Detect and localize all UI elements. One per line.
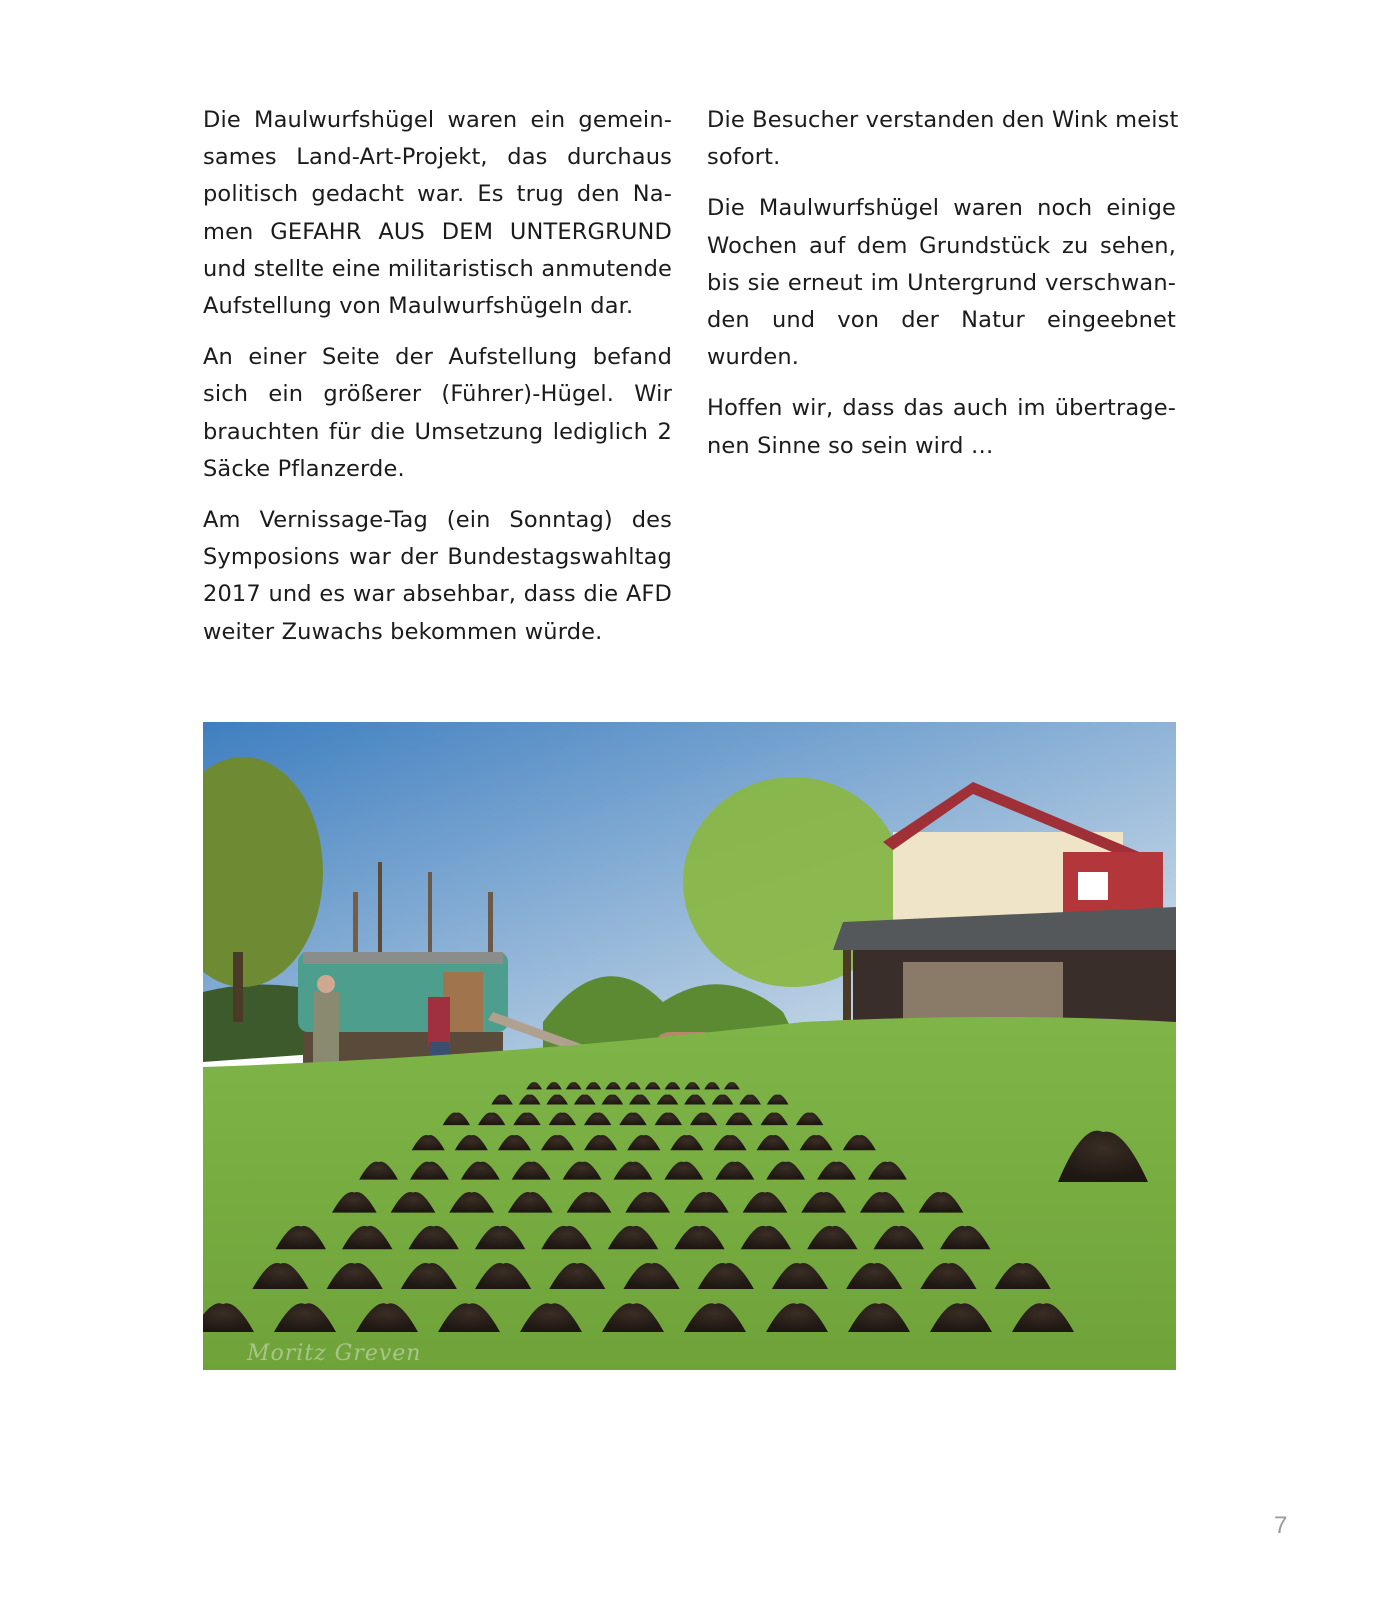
right-text-column bbox=[707, 102, 1179, 479]
paragraph bbox=[707, 390, 1176, 464]
text-line: und stellte eine militaristisch anmutende bbox=[203, 255, 672, 282]
molehill-installation-photo bbox=[203, 722, 1176, 1370]
text-line: 2017 und es war absehbar, dass die AFD bbox=[203, 581, 672, 608]
text-line: Die Maulwurfshügel waren ein gemein- bbox=[203, 107, 672, 133]
left-text-column bbox=[203, 102, 672, 665]
text-line: Hoffen wir, dass das auch im übertrage- bbox=[707, 395, 1176, 422]
text-line: An einer Seite der Aufstellung befand bbox=[203, 344, 672, 371]
paragraph bbox=[203, 102, 672, 325]
text-line: nen Sinne so sein wird … bbox=[707, 432, 994, 459]
text-line: men GEFAHR AUS DEM UNTERGRUND bbox=[203, 218, 672, 245]
text-line: sames Land-Art-Projekt, das durchaus bbox=[203, 144, 672, 171]
text-line: Wochen auf dem Grundstück zu sehen, bbox=[707, 232, 1176, 259]
text-line: Symposions war der Bundestagswahltag bbox=[203, 544, 672, 571]
text-line: Aufstellung von Maulwurfshügeln dar. bbox=[203, 293, 634, 320]
text-line: Die Besucher verstanden den Wink meist bbox=[707, 107, 1179, 133]
photographer-watermark: Moritz Greven bbox=[247, 1341, 422, 1366]
text-line: den und von der Natur eingeebnet bbox=[707, 307, 1176, 334]
text-line: weiter Zuwachs bekommen würde. bbox=[203, 618, 603, 645]
paragraph bbox=[707, 190, 1176, 376]
page-number: 7 bbox=[1274, 1512, 1288, 1539]
text-line: wurden. bbox=[707, 344, 800, 371]
text-line: politisch gedacht war. Es trug den Na- bbox=[203, 181, 672, 208]
person bbox=[313, 992, 339, 1067]
paragraph bbox=[203, 502, 672, 651]
person bbox=[428, 997, 450, 1047]
text-line: brauchten für die Umsetzung lediglich 2 bbox=[203, 418, 672, 445]
text-line: bis sie erneut im Untergrund verschwan- bbox=[707, 269, 1176, 296]
text-line: Säcke Pflanzerde. bbox=[203, 455, 405, 482]
left-tree-trunk bbox=[233, 952, 243, 1022]
text-line: Am Vernissage-Tag (ein Sonntag) des bbox=[203, 507, 672, 534]
paragraph bbox=[203, 339, 672, 488]
text-line: sich ein größerer (Führer)-Hügel. Wir bbox=[203, 381, 672, 408]
person-head bbox=[317, 975, 335, 993]
text-line: Die Maulwurfshügel waren noch einige bbox=[707, 195, 1176, 222]
paragraph bbox=[707, 102, 1179, 176]
text-line: sofort. bbox=[707, 144, 781, 171]
photo-illustration bbox=[203, 722, 1176, 1370]
